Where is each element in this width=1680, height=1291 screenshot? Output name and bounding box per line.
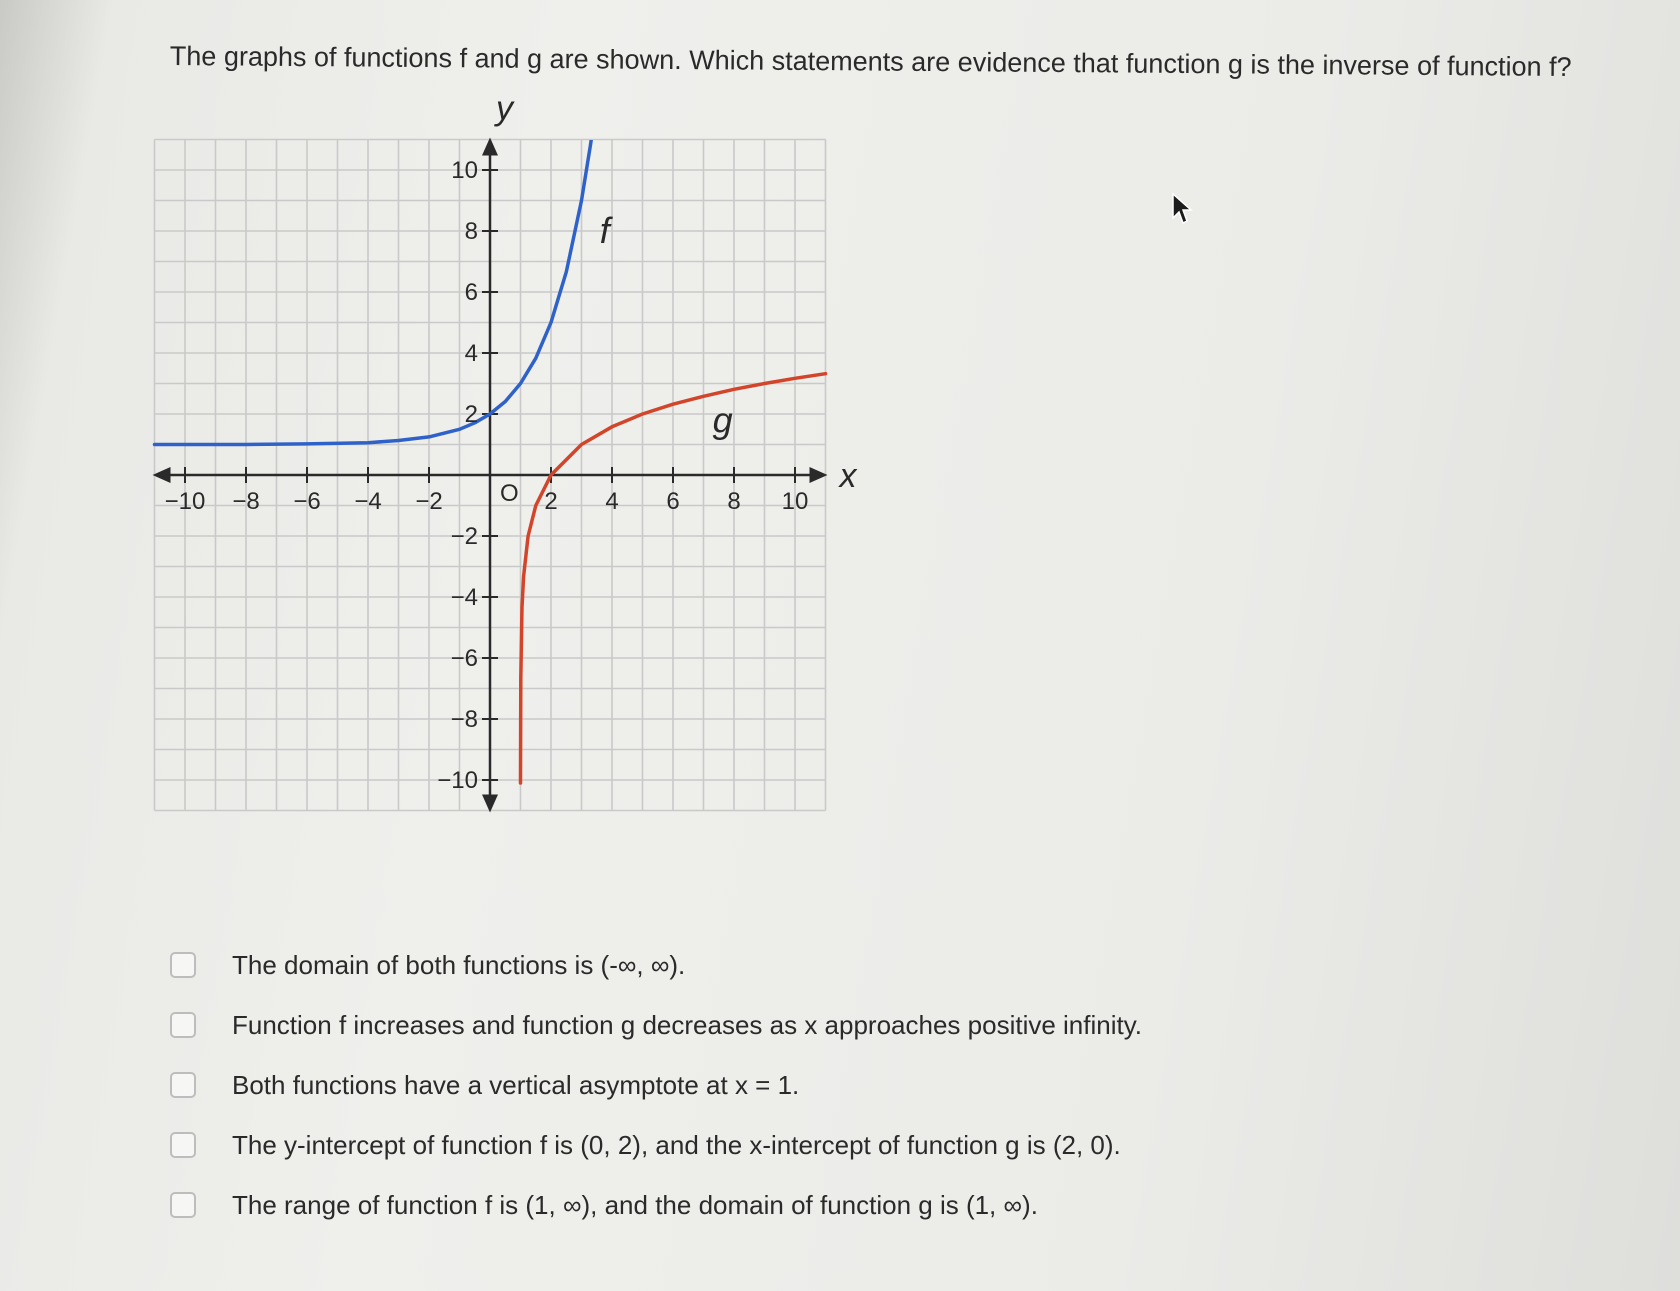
option-label: The range of function f is (1, ∞), and the domain of function g is (1, ∞).: [232, 1189, 1038, 1220]
option-range-domain[interactable]: [170, 1175, 1370, 1235]
x-tick-label: −6: [293, 488, 321, 515]
option-label: Both functions have a vertical asymptote at x = 1.: [232, 1069, 800, 1100]
y-tick-label: 6: [464, 279, 478, 306]
mouse-cursor-icon: [1170, 192, 1196, 228]
origin-label: O: [500, 480, 519, 507]
checkbox[interactable]: [170, 1072, 196, 1098]
x-tick-label: −8: [232, 488, 260, 515]
x-tick-label: −4: [354, 488, 382, 515]
x-tick-label: 10: [781, 488, 809, 515]
y-tick-label: −6: [450, 645, 478, 672]
option-label: Function f increases and function g decreases as x approaches positive infinity.: [232, 1009, 1143, 1040]
option-increase-decrease[interactable]: [170, 995, 1370, 1055]
curve-f: [155, 100, 597, 445]
x-tick-label: −2: [415, 488, 443, 515]
checkbox[interactable]: [170, 952, 196, 978]
y-tick-label: −2: [450, 523, 478, 550]
checkbox[interactable]: [170, 1132, 196, 1158]
x-tick-label: −10: [164, 488, 206, 515]
curve-label-g: g: [712, 399, 733, 441]
x-tick-label: 6: [666, 488, 680, 515]
y-tick-label: −10: [437, 767, 478, 794]
y-tick-label: −8: [450, 706, 478, 733]
y-tick-label: 4: [464, 340, 478, 367]
x-axis-label: x: [839, 457, 857, 495]
axes: [153, 138, 828, 813]
question-text: The graphs of functions f and g are shown. Which statements are evidence that function g is the inverse of function f?: [169, 40, 1572, 83]
y-tick-label: −4: [450, 584, 478, 611]
function-graph: [150, 100, 910, 880]
x-tick-label: 8: [727, 488, 741, 515]
option-domain-both[interactable]: [170, 935, 1370, 995]
y-tick-label: 2: [464, 401, 478, 428]
option-intercepts[interactable]: [170, 1115, 1370, 1175]
option-label: The y-intercept of function f is (0, 2), and the x-intercept of function g is (2, 0).: [232, 1129, 1121, 1160]
option-vertical-asymptote[interactable]: [170, 1055, 1370, 1115]
y-axis-label: y: [496, 100, 513, 128]
checkbox[interactable]: [170, 1012, 196, 1038]
checkbox[interactable]: [170, 1192, 196, 1218]
tick-labels: [165, 100, 858, 794]
y-tick-label: 8: [464, 218, 478, 245]
option-label: The domain of both functions is (-∞, ∞).: [232, 949, 686, 980]
y-tick-label: 10: [451, 157, 478, 184]
x-tick-label: 2: [544, 488, 558, 515]
answer-options: [170, 935, 1370, 1235]
curve-label-f: f: [599, 210, 610, 252]
x-tick-label: 4: [605, 488, 619, 515]
